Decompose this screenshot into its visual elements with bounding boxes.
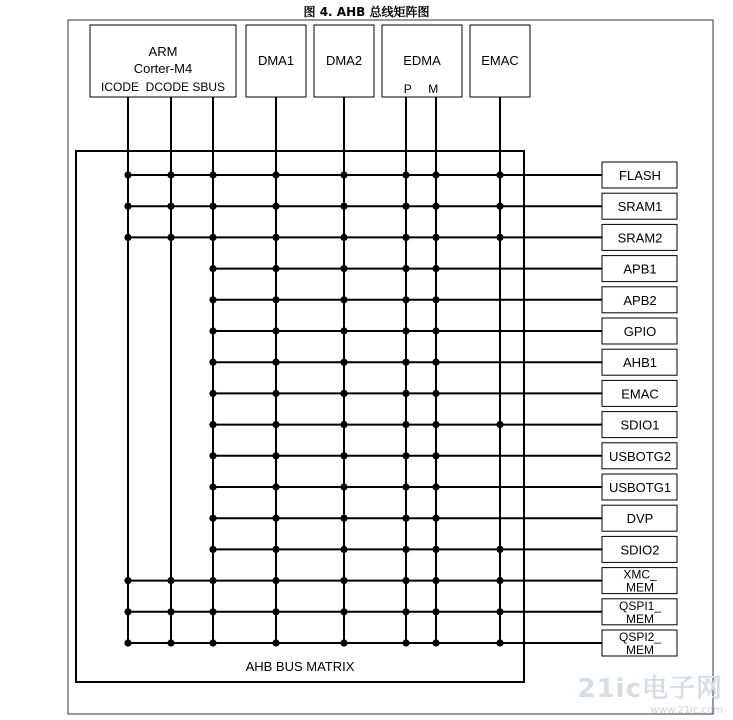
connection-dot [402, 171, 409, 178]
edma-ports: P M [403, 82, 439, 96]
connection-dot [340, 359, 347, 366]
connection-dot [402, 359, 409, 366]
connection-dot [209, 265, 216, 272]
slave-label: USBOTG1 [608, 480, 672, 495]
watermark-brand: 21ic电子网 [577, 674, 723, 704]
slave-label: XMC_ [623, 567, 657, 582]
connection-dot [496, 639, 503, 646]
watermark [577, 668, 723, 716]
slave-box [602, 599, 677, 626]
connection-dot [340, 296, 347, 303]
connection-dot [340, 171, 347, 178]
master-edma [382, 25, 462, 97]
connection-dot [496, 421, 503, 428]
bus-matrix-box [76, 151, 524, 682]
slave-label: GPIO [623, 324, 657, 339]
connection-dot [432, 327, 439, 334]
connection-dot [496, 546, 503, 553]
connection-dot [209, 577, 216, 584]
connection-dot [272, 234, 279, 241]
connection-dot [209, 296, 216, 303]
connection-dot [272, 390, 279, 397]
connection-dot [432, 421, 439, 428]
connection-dot [272, 359, 279, 366]
connection-dot [402, 546, 409, 553]
connection-dot [432, 296, 439, 303]
connection-dot [432, 390, 439, 397]
arm-ports: ICODE DCODE SBUS [100, 80, 226, 94]
slave-label: QSPI1_ [618, 598, 662, 613]
connection-dot [432, 483, 439, 490]
slave-box [602, 505, 677, 531]
master-emac [470, 25, 530, 97]
connection-dot [209, 421, 216, 428]
connection-dot [432, 639, 439, 646]
connection-dot [402, 452, 409, 459]
connection-dot [402, 639, 409, 646]
connection-dot [272, 203, 279, 210]
connection-dot [272, 296, 279, 303]
connection-dot [402, 203, 409, 210]
connection-dot [432, 359, 439, 366]
connection-dot [432, 265, 439, 272]
connection-dot [340, 234, 347, 241]
connection-dot [272, 639, 279, 646]
connection-dot [124, 203, 131, 210]
connection-dot [402, 296, 409, 303]
dma2-label: DMA2 [325, 53, 363, 68]
connection-dot [209, 515, 216, 522]
slave-label: SDIO2 [620, 542, 660, 558]
connection-dot [340, 577, 347, 584]
connection-dot [167, 577, 174, 584]
slave-label: FLASH [619, 168, 661, 183]
connection-dot [496, 171, 503, 178]
slave-label: SDIO1 [620, 417, 660, 433]
slave-box [602, 380, 677, 406]
connection-dot [340, 390, 347, 397]
slave-box [602, 287, 677, 313]
arm-core: Corter-M4 [133, 61, 193, 76]
connection-dot [272, 515, 279, 522]
connection-dot [272, 483, 279, 490]
connection-dot [209, 546, 216, 553]
slave-box [602, 349, 677, 375]
connection-dot [209, 203, 216, 210]
slave-label: APB1 [623, 261, 657, 277]
connection-dot [340, 546, 347, 553]
connection-dot [124, 639, 131, 646]
slave-box [602, 474, 677, 500]
connection-dot [340, 452, 347, 459]
connection-dot [209, 390, 216, 397]
connection-dot [432, 608, 439, 615]
slave-label: SRAM2 [617, 230, 663, 246]
connection-dot [124, 171, 131, 178]
connection-dot [402, 608, 409, 615]
connection-dot [209, 608, 216, 615]
watermark-url: www.21ic.com [650, 705, 723, 716]
connection-dot [209, 639, 216, 646]
connection-dot [402, 515, 409, 522]
connection-dot [402, 483, 409, 490]
slave-box [602, 162, 677, 188]
connection-dot [272, 265, 279, 272]
slave-label-line2: MEM [626, 580, 654, 595]
master-dma1 [246, 25, 306, 97]
connection-dot [432, 515, 439, 522]
slave-label: USBOTG2 [608, 448, 672, 464]
connection-dot [340, 203, 347, 210]
slave-label: QSPI2_ [618, 630, 662, 644]
connection-dot [167, 171, 174, 178]
connection-dot [124, 608, 131, 615]
connection-dot [402, 421, 409, 428]
connection-dot [167, 639, 174, 646]
connection-dot [432, 546, 439, 553]
slave-label-line2: MEM [626, 643, 654, 657]
connection-dot [496, 203, 503, 210]
connection-dot [209, 171, 216, 178]
connection-dot [167, 203, 174, 210]
connection-dot [432, 452, 439, 459]
connection-dot [167, 608, 174, 615]
connection-dot [272, 421, 279, 428]
connection-dot [209, 452, 216, 459]
connection-dot [402, 234, 409, 241]
connection-dot [432, 234, 439, 241]
connection-dot [272, 171, 279, 178]
connection-dot [496, 608, 503, 615]
emac-master-label: EMAC [481, 53, 519, 68]
connection-dot [272, 452, 279, 459]
connection-dot [272, 608, 279, 615]
connection-dot [340, 515, 347, 522]
connection-dot [340, 421, 347, 428]
slave-box [602, 630, 677, 657]
connection-dot [209, 483, 216, 490]
arm-name: ARM [148, 44, 178, 59]
connection-dot [272, 577, 279, 584]
slave-box [602, 256, 677, 282]
edma-label: EDMA [403, 53, 441, 68]
slave-label: EMAC [621, 386, 659, 402]
slave-box [602, 193, 677, 219]
connection-dot [402, 577, 409, 584]
connection-dot [272, 546, 279, 553]
connection-dot [402, 265, 409, 272]
connection-dot [209, 359, 216, 366]
connection-dot [432, 203, 439, 210]
connection-dot [340, 639, 347, 646]
connection-dot [209, 234, 216, 241]
slave-box [602, 318, 677, 344]
slave-box [602, 568, 677, 595]
slave-label: APB2 [623, 292, 657, 308]
slave-box [602, 536, 677, 562]
slave-label: DVP [626, 511, 654, 527]
dma1-label: DMA1 [257, 53, 295, 68]
connection-dot [496, 234, 503, 241]
slave-label: AHB1 [623, 355, 657, 371]
connection-dot [167, 234, 174, 241]
connection-dot [340, 483, 347, 490]
connection-dot [272, 327, 279, 334]
connection-dot [496, 577, 503, 584]
master-arm [90, 25, 236, 97]
connection-dot [209, 327, 216, 334]
connection-dot [432, 577, 439, 584]
slave-box [602, 412, 677, 438]
connection-dot [340, 265, 347, 272]
diagram-title: 图 4. AHB 总线矩阵图 [303, 5, 430, 19]
slave-label-line2: MEM [626, 611, 654, 626]
slave-label: SRAM1 [617, 199, 663, 215]
bus-matrix-label: AHB BUS MATRIX [245, 659, 355, 674]
connection-dot [340, 327, 347, 334]
connection-dot [124, 577, 131, 584]
slave-box [602, 224, 677, 250]
slave-box [602, 443, 677, 469]
connection-dot [340, 608, 347, 615]
connection-dot [402, 327, 409, 334]
connection-dot [124, 234, 131, 241]
connection-dot [402, 390, 409, 397]
connection-dot [432, 171, 439, 178]
master-dma2 [314, 25, 374, 97]
